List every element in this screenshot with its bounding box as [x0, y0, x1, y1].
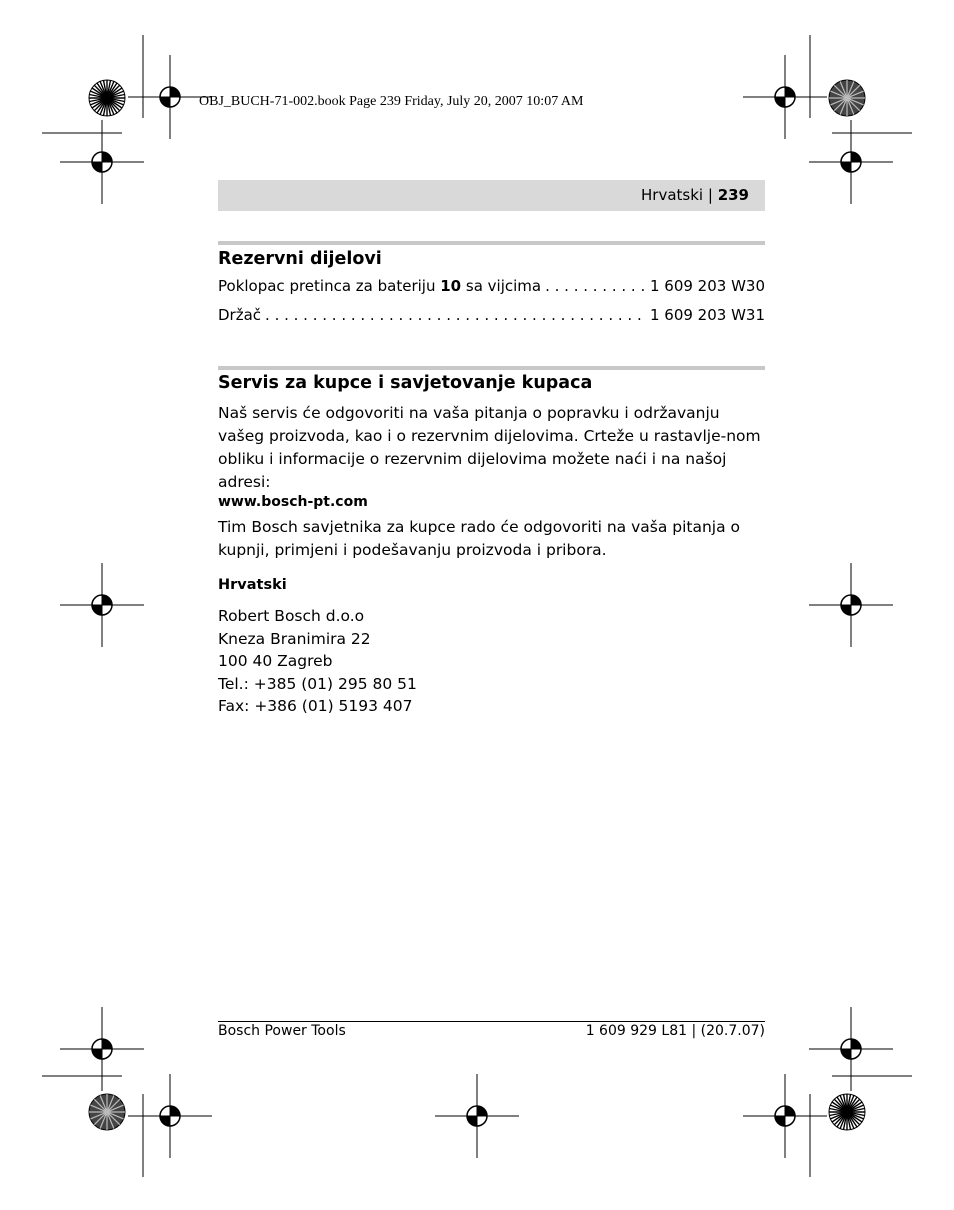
section-rule — [218, 366, 765, 370]
registration-mark-icon — [809, 563, 893, 647]
star-target-icon — [89, 1094, 125, 1130]
spare-part-row: Poklopac pretinca za bateriju 10 sa vijcima . . . 1 609 203 W30 — [218, 277, 765, 306]
star-target-icon — [89, 80, 125, 116]
fax-number: Fax: +386 (01) 5193 407 — [218, 697, 413, 715]
registration-mark-icon — [128, 1074, 212, 1158]
street-address: Kneza Branimira 22 — [218, 629, 371, 648]
registration-mark-icon — [809, 1007, 893, 1091]
section-title-spare-parts: Rezervni dijelovi — [218, 249, 382, 269]
website-link[interactable]: www.bosch-pt.com — [218, 494, 368, 510]
registration-mark-icon — [743, 55, 827, 139]
leader-dots — [265, 306, 646, 324]
registration-mark-icon — [743, 1074, 827, 1158]
registration-mark-icon — [60, 1007, 144, 1091]
phone-number: Tel.: +385 (01) 295 80 51 — [218, 674, 417, 693]
section-rule — [218, 241, 765, 245]
footer-rule — [218, 1021, 765, 1022]
part-number: 1 609 203 W30 — [649, 277, 765, 295]
registration-mark-icon — [60, 563, 144, 647]
leader-dots — [545, 277, 646, 295]
footer-doc-number: 1 609 929 L81 | (20.7.07) — [585, 1023, 765, 1039]
part-ref-number: 10 — [440, 277, 462, 295]
star-target-icon — [829, 80, 865, 116]
advisor-paragraph: Tim Bosch savjetnika za kupce rado će odgovoriti na vaša pitanja o kupnji, primjeni i podešavanju proizvoda i pribora. — [218, 518, 740, 559]
star-target-icon — [829, 1094, 865, 1130]
section-title-service: Servis za kupce i savjetovanje kupaca — [218, 373, 593, 393]
registration-mark-icon — [435, 1074, 519, 1158]
header-language: Hrvatski | — [641, 186, 718, 204]
service-paragraph: Naš servis će odgovoriti na vaša pitanja o popravku i održavanju vašeg proizvoda, kao i o rezervnim dijelovima. Crteže u rastavlje-nom obliku i informacije o rezervnim dijelovima možete naći i na našoj adresi: — [218, 404, 761, 491]
print-slug: OBJ_BUCH-71-002.book Page 239 Friday, July 20, 2007 10:07 AM — [199, 94, 584, 109]
contact-country: Hrvatski — [218, 577, 287, 593]
spare-part-row: Držač . . . 1 609 203 W31 — [218, 306, 765, 335]
part-number: 1 609 203 W31 — [649, 306, 765, 324]
contact-address — [218, 605, 417, 718]
footer-brand: Bosch Power Tools — [218, 1023, 346, 1039]
page-number: 239 — [717, 186, 749, 204]
page-header — [218, 180, 765, 211]
spare-parts-list — [218, 277, 765, 335]
city: 100 40 Zagreb — [218, 652, 333, 670]
company-name: Robert Bosch d.o.o — [218, 607, 365, 625]
